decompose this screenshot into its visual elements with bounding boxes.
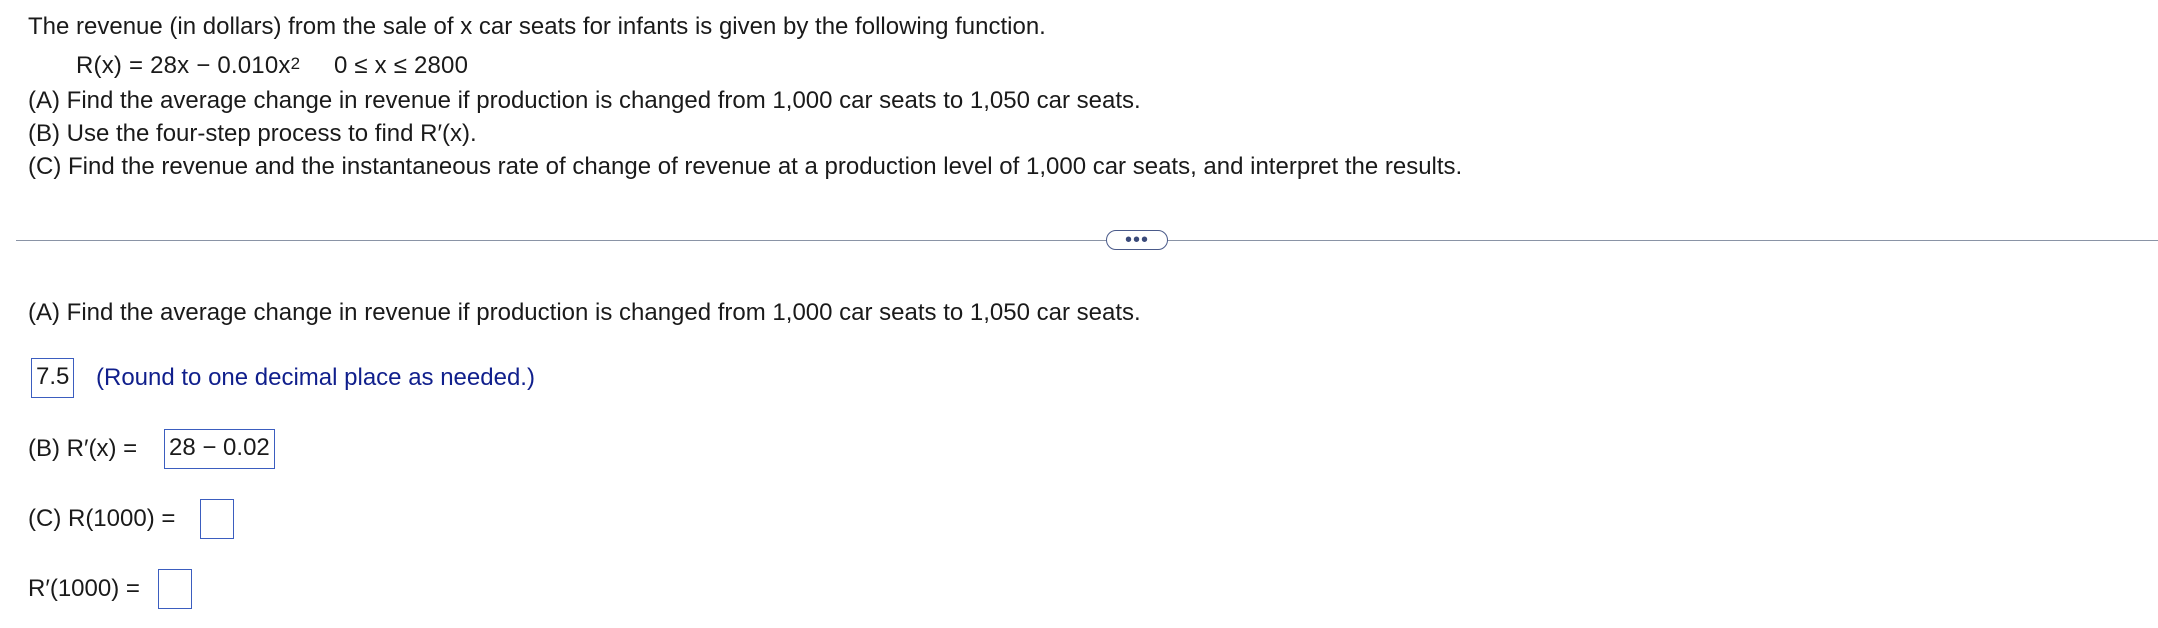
problem-part-c: (C) Find the revenue and the instantaneous rate of change of revenue at a production level of 1,000 car seats, and interpret the results.	[28, 153, 1463, 180]
function-expression: R(x) = 28x − 0.010x	[76, 52, 291, 79]
problem-intro: The revenue (in dollars) from the sale of x car seats for infants is given by the following function.	[28, 13, 1046, 40]
part-c-revenue-input[interactable]	[200, 499, 234, 539]
more-options-button[interactable]: •••	[1106, 230, 1168, 250]
part-b-answer-input[interactable]: 28 − 0.02	[164, 429, 275, 469]
part-c-label: (C) R(1000) =	[28, 505, 176, 532]
answer-part-a-question: (A) Find the average change in revenue if production is changed from 1,000 car seats to 1,050 car seats.	[28, 299, 1141, 326]
function-domain: 0 ≤ x ≤ 2800	[333, 52, 469, 79]
problem-part-b: (B) Use the four-step process to find R′(x).	[28, 120, 477, 147]
section-divider	[16, 240, 2158, 241]
function-exponent: 2	[290, 54, 301, 73]
part-a-answer-input[interactable]: 7.5	[31, 358, 74, 398]
part-c2-label: R′(1000) =	[28, 575, 140, 602]
part-c-rate-input[interactable]	[158, 569, 192, 609]
part-b-label: (B) R′(x) =	[28, 435, 138, 462]
rounding-hint: (Round to one decimal place as needed.)	[96, 364, 535, 391]
revenue-function	[76, 51, 468, 83]
problem-part-a: (A) Find the average change in revenue if production is changed from 1,000 car seats to 1,050 car seats.	[28, 87, 1141, 114]
